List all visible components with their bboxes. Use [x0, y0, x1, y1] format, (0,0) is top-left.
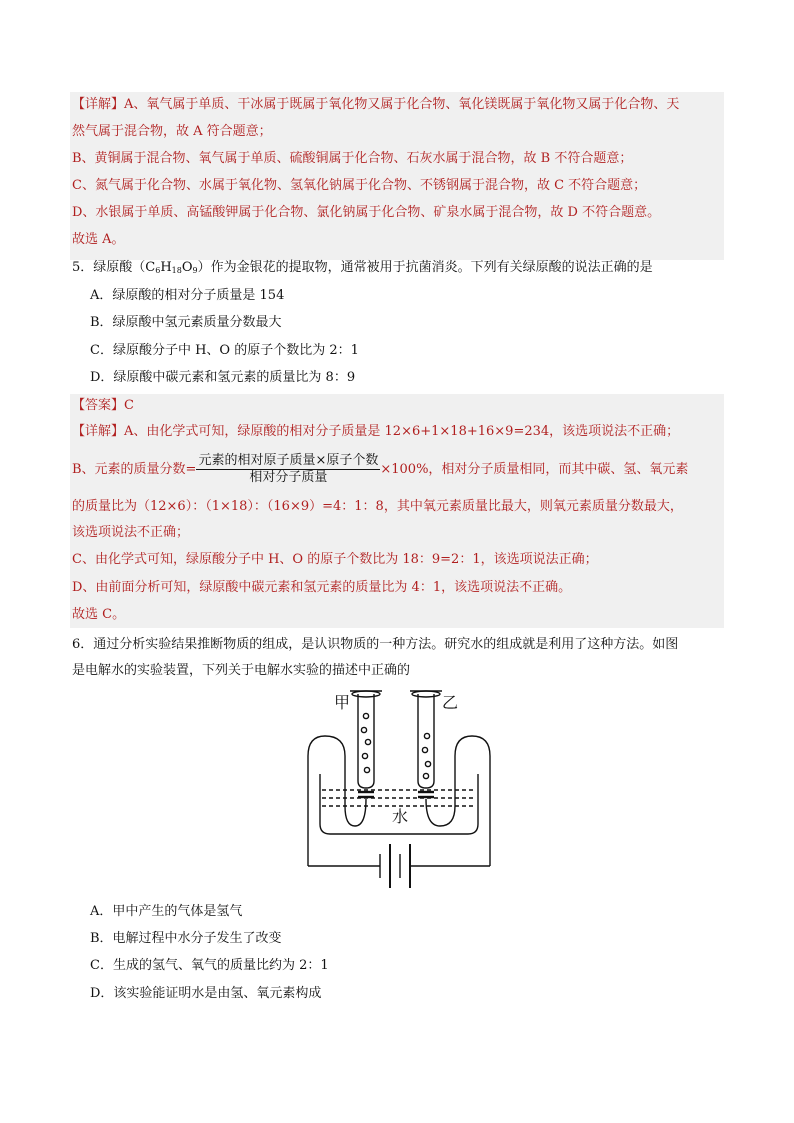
q5-option-b: B．绿原酸中氢元素质量分数最大 — [90, 315, 282, 330]
q5-explanation-b-line-2: 的质量比为（12×6）：（1×18）：（16×9）=4：1：8，其中氧元素质量比最大，则氧元素质量分数最大， — [72, 499, 683, 514]
q5-explanation-b: B、元素的质量分数= $\frac{\text{元素的相对原子质量×原子个数}}{\text{相对分子质量}}$ ×100%，相对分子质量相同，而其中碳、氢、氧元素 — [72, 453, 689, 485]
q5-option-c: C．绿原酸分子中 H、O 的原子个数比为 2：1 — [90, 343, 359, 358]
q4-explanation-line-4: C、氮气属于化合物、水属于氧化物、氢氧化钠属于化合物、不锈钢属于混合物，故 C 不符合题意； — [72, 178, 647, 193]
q5-explanation-c: C、由化学式可知，绿原酸分子中 H、O 的原子个数比为 18：9=2：1，该选项说法正确； — [72, 552, 598, 567]
q6-option-d: D．该实验能证明水是由氢、氧元素构成 — [90, 986, 322, 1001]
q4-explanation-line-1: 【详解】A、氧气属于单质、干冰属于既属于氧化物又属于化合物、氧化镁既属于氧化物又属于化合物、天 — [72, 97, 680, 112]
q5-stem: 5．绿原酸$(C_6H_{18}O_9)$作为金银花的提取物，通常被用于抗菌消炎。下列有关绿原酸的说法正确的是 — [72, 260, 653, 275]
q5-explanation-b-line-3: 该选项说法不正确； — [72, 525, 190, 540]
label-yi: 乙 — [442, 693, 459, 712]
q5-option-a: A．绿原酸的相对分子质量是 154 — [90, 288, 285, 303]
q4-explanation-line-3: B、黄铜属于混合物、氧气属于单质、硫酸铜属于化合物、石灰水属于混合物，故 B 不符合题意； — [72, 151, 633, 166]
q6-option-c: C．生成的氢气、氧气的质量比约为 2：1 — [90, 958, 329, 973]
label-water: 水 — [392, 807, 409, 826]
q5-conclusion: 故选 C。 — [72, 607, 126, 622]
q5-answer: 【答案】C — [72, 398, 134, 413]
q6-stem-line-1: 6．通过分析实验结果推断物质的组成，是认识物质的一种方法。研究水的组成就是利用了这种方法。如图 — [72, 637, 679, 652]
q6-stem-line-2: 是电解水的实验装置，下列关于电解水实验的描述中正确的 — [72, 663, 411, 678]
mass-fraction-formula: $\frac{\text{元素的相对原子质量×原子个数}}{\text{相对分子质量}}$ — [198, 453, 379, 485]
q5-option-d: D．绿原酸中碳元素和氢元素的质量比为 8：9 — [90, 370, 356, 385]
electrolysis-apparatus-figure — [300, 686, 500, 891]
q4-explanation-line-2: 然气属于混合物，故 A 符合题意； — [72, 124, 272, 139]
q5-explanation-a: 【详解】A、由化学式可知，绿原酸的相对分子质量是 12×6+1×18+16×9=234，该选项说法不正确； — [72, 424, 680, 439]
q6-option-a: A．甲中产生的气体是氢气 — [90, 904, 243, 919]
q6-option-b: B．电解过程中水分子发生了改变 — [90, 931, 282, 946]
q5-explanation-d: D、由前面分析可知，绿原酸中碳元素和氢元素的质量比为 4：1，该选项说法不正确。 — [72, 580, 572, 595]
q4-explanation-line-5: D、水银属于单质、高锰酸钾属于化合物、氯化钠属于化合物、矿泉水属于混合物，故 D 不符合题意。 — [72, 205, 661, 220]
label-jia: 甲 — [334, 693, 351, 712]
q4-conclusion: 故选 A。 — [72, 232, 125, 247]
